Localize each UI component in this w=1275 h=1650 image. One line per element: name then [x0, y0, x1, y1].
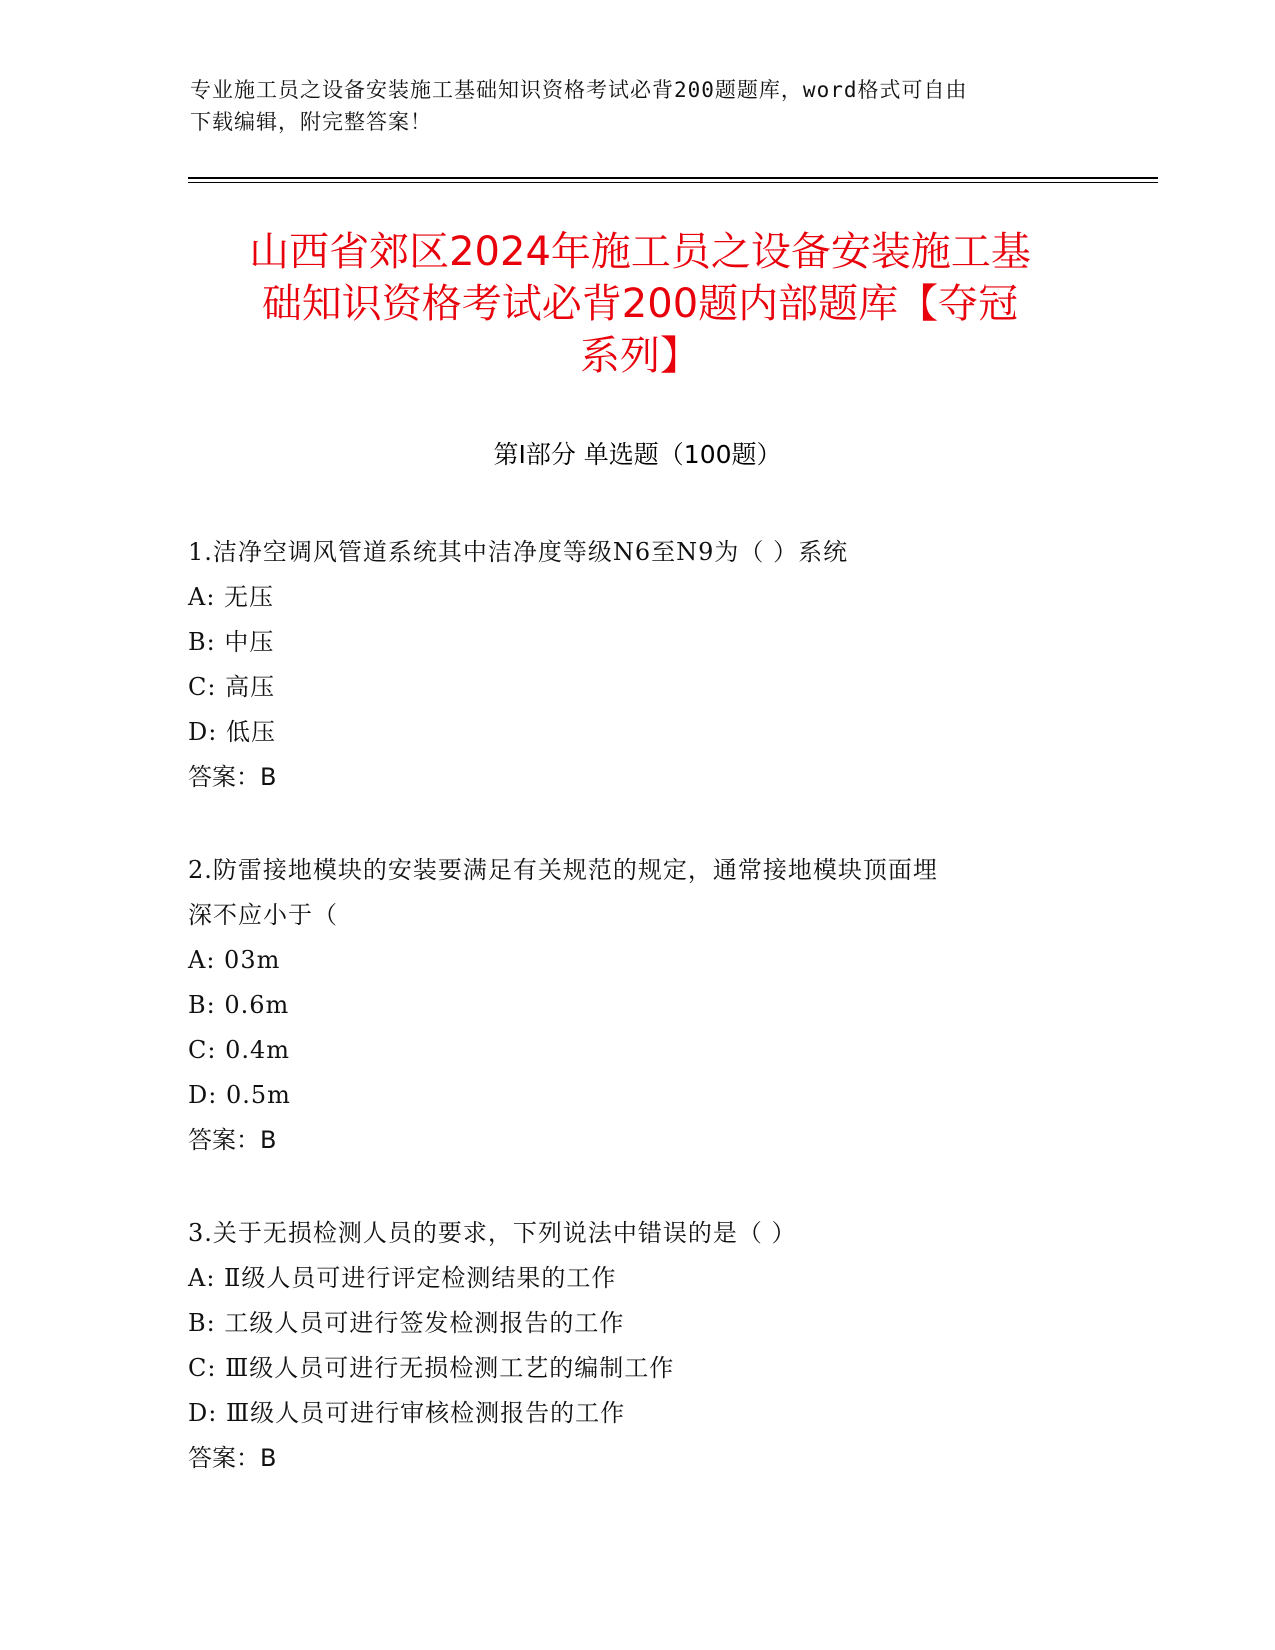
- answer: 答案：B: [188, 1126, 277, 1154]
- question-stem-line-1: 2.防雷接地模块的安装要满足有关规范的规定，通常接地模块顶面埋: [188, 856, 938, 884]
- header-note-line-2: 下载编辑，附完整答案！: [190, 110, 432, 134]
- question-1: [188, 530, 1088, 800]
- question-3: [188, 1211, 1088, 1481]
- header-note: [190, 74, 1070, 138]
- option-b: B: 中压: [188, 628, 275, 656]
- option-c: C: Ⅲ级人员可进行无损检测工艺的编制工作: [188, 1354, 675, 1382]
- option-d: D: 低压: [188, 718, 276, 746]
- option-c: C: 0.4m: [188, 1036, 291, 1064]
- question-stem: 3.关于无损检测人员的要求，下列说法中错误的是（ ）: [188, 1219, 797, 1247]
- question-list: [188, 530, 1088, 1529]
- document-title-line-2: 础知识资格考试必背200题内部题库【夺冠: [261, 281, 1019, 327]
- question-2: [188, 848, 1088, 1163]
- header-divider-thin: [188, 182, 1158, 183]
- document-title: [160, 226, 1120, 382]
- option-b: B: 0.6m: [188, 991, 290, 1019]
- option-d: D: Ⅲ级人员可进行审核检测报告的工作: [188, 1399, 626, 1427]
- option-c: C: 高压: [188, 673, 276, 701]
- document-title-line-3: 系列】: [580, 333, 700, 379]
- section-heading: 第I部分 单选题（100题）: [493, 440, 782, 469]
- question-stem: 1.洁净空调风管道系统其中洁净度等级N6至N9为（ ）系统: [188, 538, 849, 566]
- header-divider-thick: [188, 177, 1158, 179]
- document-title-line-1: 山西省郊区2024年施工员之设备安装施工基: [249, 229, 1031, 275]
- option-b: B: 工级人员可进行签发检测报告的工作: [188, 1309, 625, 1337]
- question-stem-line-2: 深不应小于（: [188, 901, 338, 929]
- option-a: A: Ⅱ级人员可进行评定检测结果的工作: [188, 1264, 617, 1292]
- option-d: D: 0.5m: [188, 1081, 291, 1109]
- header-note-line-1: 专业施工员之设备安装施工基础知识资格考试必背200题题库，word格式可自由: [190, 78, 968, 102]
- option-a: A: 无压: [188, 583, 275, 611]
- answer: 答案：B: [188, 1444, 277, 1472]
- answer: 答案：B: [188, 763, 277, 791]
- option-a: A: 03m: [188, 946, 281, 974]
